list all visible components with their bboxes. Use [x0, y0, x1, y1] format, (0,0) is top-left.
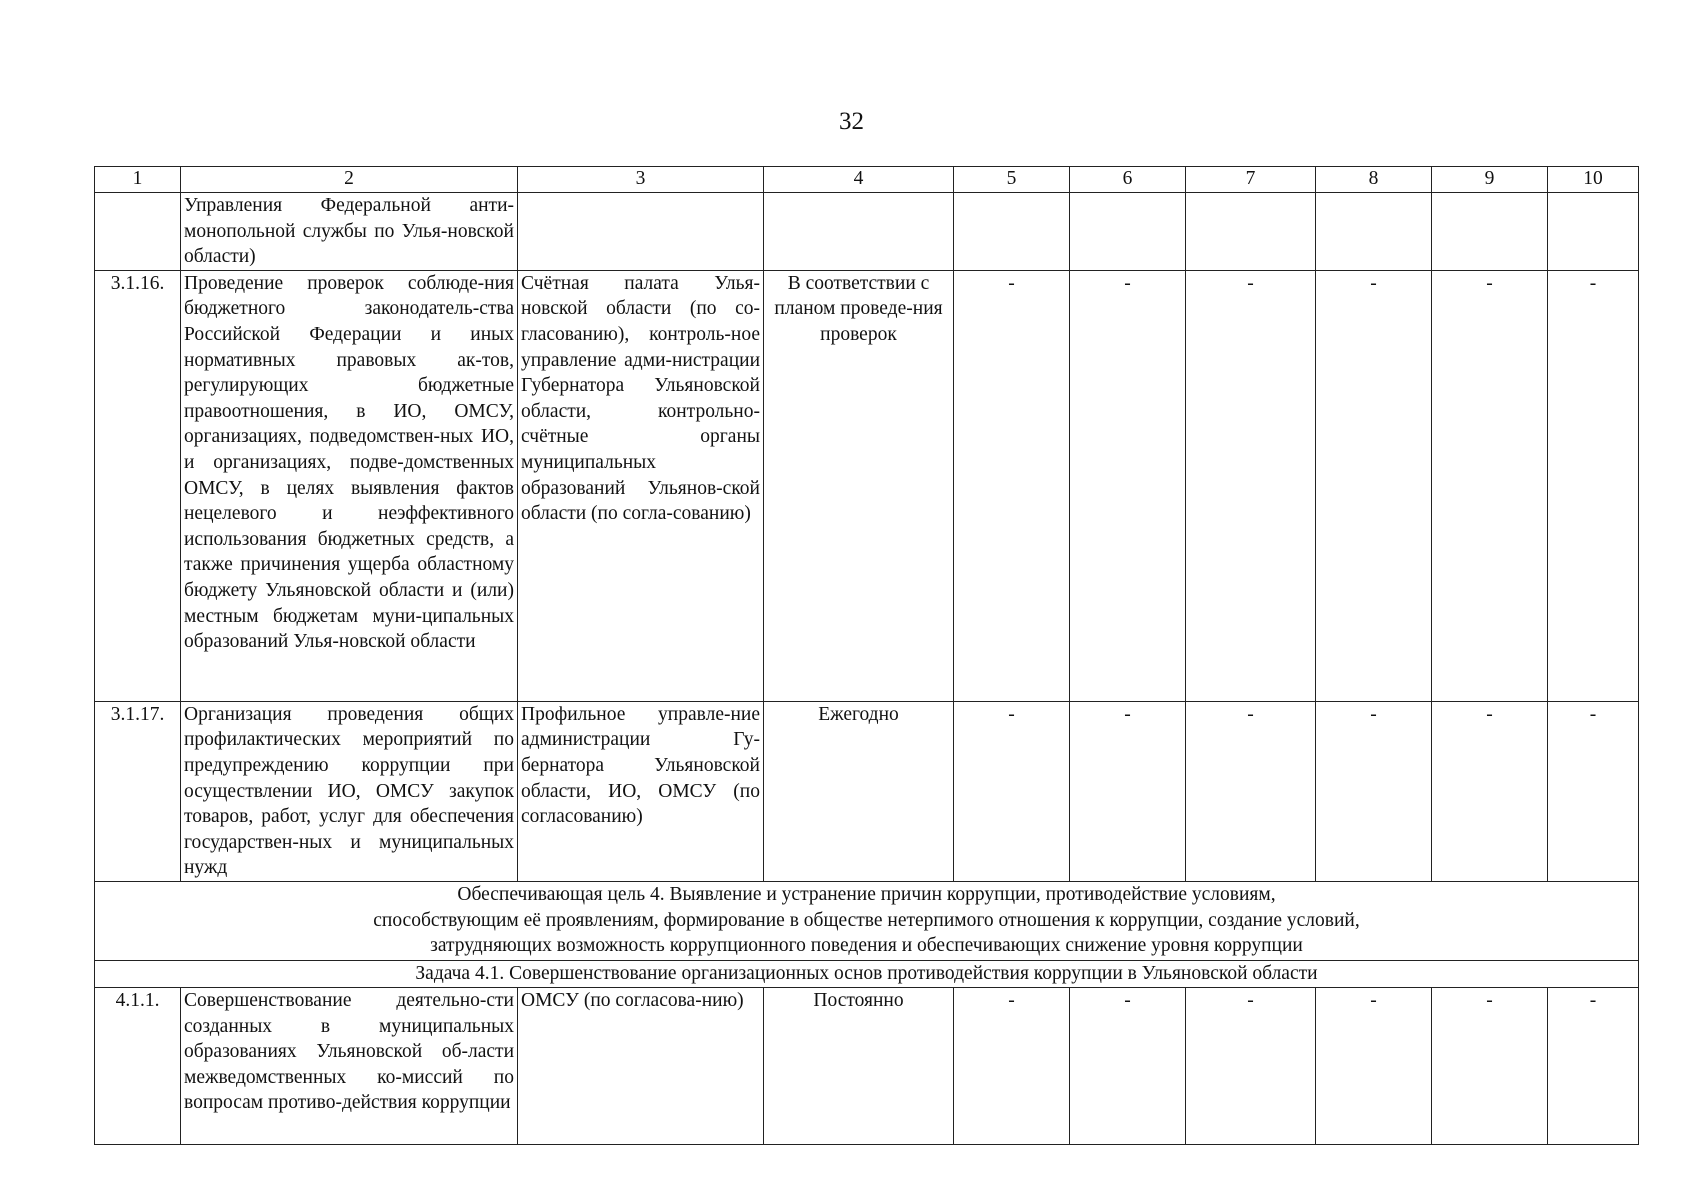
page-number: 32: [839, 108, 864, 135]
dash-cell: -: [1316, 270, 1432, 701]
executor-text: ОМСУ (по согласова-нию): [518, 987, 764, 1144]
goal-line: Обеспечивающая цель 4. Выявление и устранение причин коррупции, противодействие условиям,: [457, 883, 1276, 905]
dash-cell: -: [1186, 701, 1316, 881]
column-header: 1: [95, 167, 181, 193]
executor-text: Профильное управле-ние администрации Гу-бернатора Ульяновской области, ИО, ОМСУ (по согласованию): [518, 701, 764, 881]
table-row: [95, 701, 1639, 881]
header-row: [95, 167, 1639, 193]
row-number: 3.1.17.: [95, 701, 181, 881]
dash-cell: -: [1432, 987, 1548, 1144]
measure-text: Управления Федеральной анти-монопольной службы по Улья-новской области): [181, 193, 518, 271]
task-row: [95, 960, 1639, 987]
task-heading: Задача 4.1. Совершенствование организационных основ противодействия коррупции в Ульяновской области: [95, 960, 1639, 987]
dash-cell: -: [1186, 270, 1316, 701]
dash-cell: -: [954, 270, 1070, 701]
goal-heading: [95, 881, 1639, 960]
dash-cell: -: [1186, 987, 1316, 1144]
column-header: 6: [1070, 167, 1186, 193]
measure-text: Организация проведения общих профилактических мероприятий по предупреждению коррупции при осуществлении ИО, ОМСУ закупок товаров, работ, услуг для обеспечения государствен-ных и муниципальных нужд: [181, 701, 518, 881]
dash-cell: -: [1070, 987, 1186, 1144]
goal-line: затрудняющих возможность коррупционного поведения и обеспечивающих снижение уровня коррупции: [430, 935, 1303, 957]
dash-cell: -: [1548, 987, 1639, 1144]
row-number: 3.1.16.: [95, 270, 181, 701]
dash-cell: -: [1316, 701, 1432, 881]
row-number: [95, 193, 181, 271]
dash-cell: -: [1432, 270, 1548, 701]
dash-cell: -: [1432, 701, 1548, 881]
table-row: [95, 270, 1639, 701]
column-header: 7: [1186, 167, 1316, 193]
table-row: [95, 987, 1639, 1144]
dash-cell: -: [1070, 270, 1186, 701]
table-row: [95, 193, 1639, 271]
period-text: [764, 193, 954, 271]
period-text: Постоянно: [764, 987, 954, 1144]
column-header: 4: [764, 167, 954, 193]
goal-row: [95, 881, 1639, 960]
column-header: 5: [954, 167, 1070, 193]
executor-text: [518, 193, 764, 271]
executor-text: Счётная палата Улья-новской области (по со-гласованию), контроль-ное управление адми-нистрации Губернатора Ульяновской области, контрольно-счётные органы муниципальных образований Ульянов-ской области (по согла-сованию): [518, 270, 764, 701]
column-header: 2: [181, 167, 518, 193]
period-text: В соответствии с планом проведе-ния проверок: [764, 270, 954, 701]
action-plan-table: [94, 166, 1639, 1145]
dash-cell: -: [954, 987, 1070, 1144]
dash-cell: -: [1316, 987, 1432, 1144]
goal-line: способствующим её проявлениям, формирование в обществе нетерпимого отношения к коррупции, создание условий,: [373, 909, 1360, 931]
column-header: 9: [1432, 167, 1548, 193]
period-text: Ежегодно: [764, 701, 954, 881]
dash-cell: -: [1070, 701, 1186, 881]
column-header: 3: [518, 167, 764, 193]
dash-cell: -: [1548, 270, 1639, 701]
dash-cell: -: [1548, 701, 1639, 881]
measure-text: Совершенствование деятельно-сти созданных в муниципальных образованиях Ульяновской об-ласти межведомственных ко-миссий по вопросам противо-действия коррупции: [181, 987, 518, 1144]
column-header: 8: [1316, 167, 1432, 193]
measure-text: Проведение проверок соблюде-ния бюджетного законодатель-ства Российской Федерации и иных нормативных правовых ак-тов, регулирующих бюджетные правоотношения, в ИО, ОМСУ, организациях, подведомствен-ных ИО, и организациях, подве-домственных ОМСУ, в целях выявления фактов нецелевого и неэффективного использования бюджетных средств, а также причинения ущерба областному бюджету Ульяновской области и (или) местным бюджетам муни-ципальных образований Улья-новской области: [181, 270, 518, 701]
row-number: 4.1.1.: [95, 987, 181, 1144]
dash-cell: -: [954, 701, 1070, 881]
column-header: 10: [1548, 167, 1639, 193]
